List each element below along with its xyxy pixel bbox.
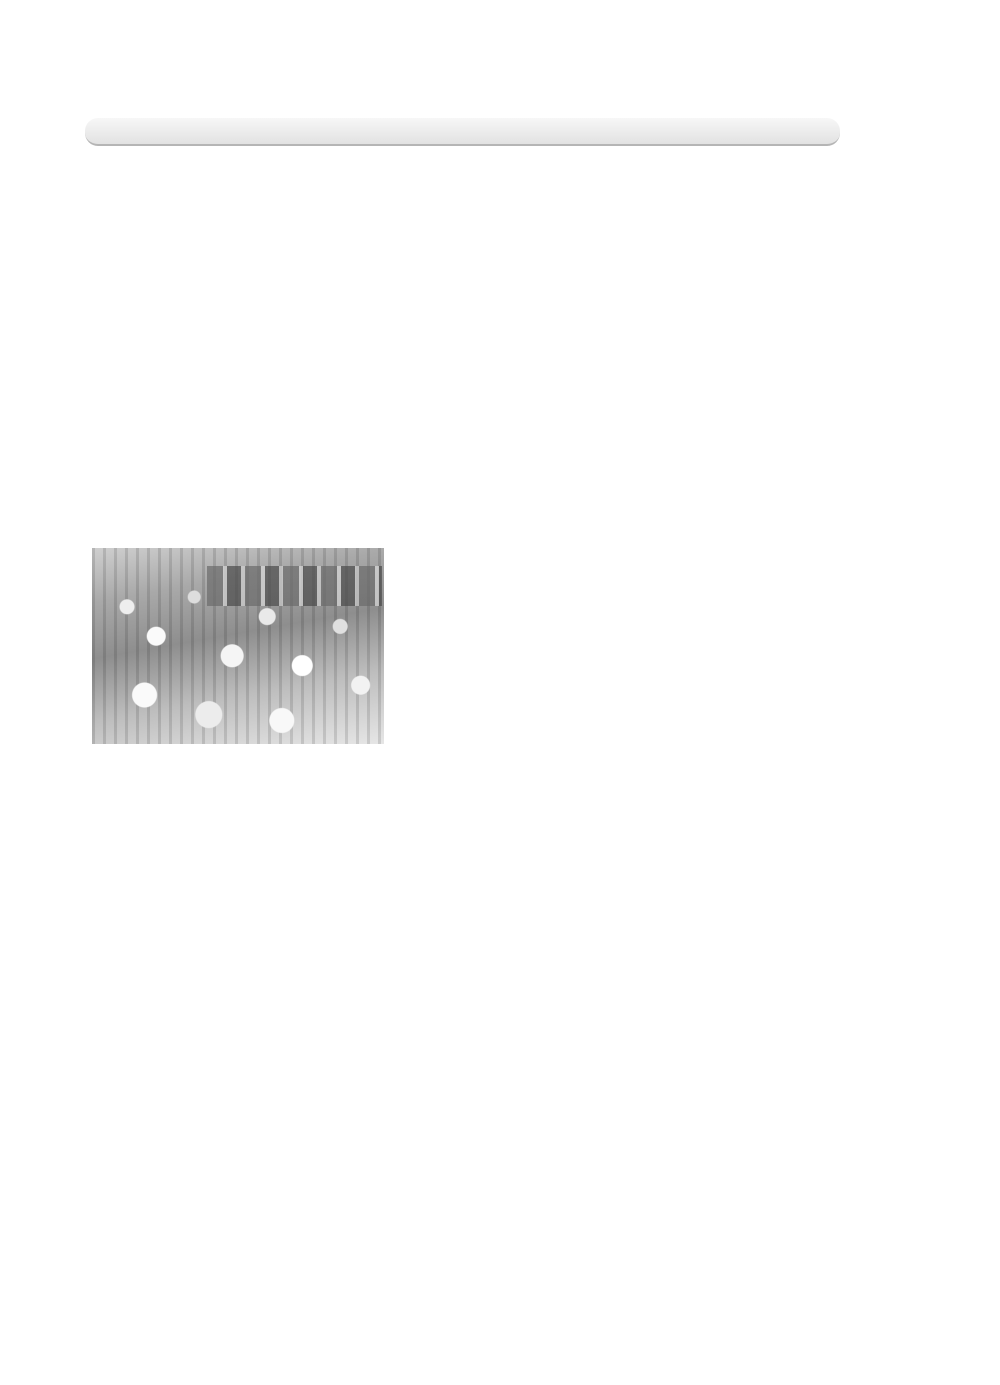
article-body — [418, 280, 888, 291]
crowd-photo — [92, 548, 384, 744]
portrait-placards — [207, 566, 382, 606]
header-rule — [85, 118, 840, 146]
